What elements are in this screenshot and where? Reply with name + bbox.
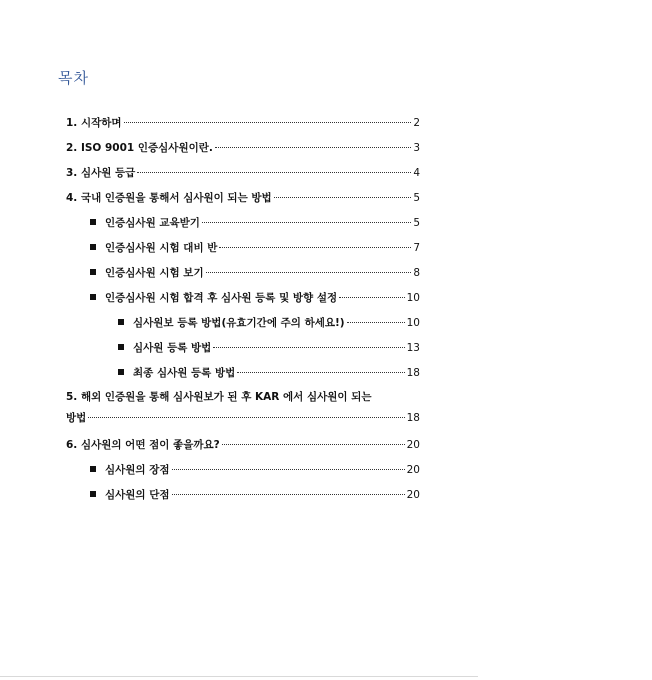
toc-page-number: 18: [406, 412, 420, 424]
dot-leader: [339, 297, 405, 298]
dot-leader: [88, 417, 404, 418]
dot-leader: [172, 469, 405, 470]
toc-entry-text: 심사원보 등록 방법(유효기간에 주의 하세요!): [133, 317, 345, 329]
dot-leader: [213, 347, 404, 348]
toc-entry-text: 3. 심사원 등급: [66, 167, 136, 179]
toc-entry-4-4[interactable]: [90, 291, 420, 305]
dot-leader: [219, 247, 411, 248]
toc-page-number: 7: [413, 242, 420, 254]
dot-leader: [206, 272, 412, 273]
square-bullet-icon: [90, 491, 96, 497]
toc-entry-text: 인증심사원 시험 대비 반: [105, 242, 218, 254]
toc-page-number: 4: [413, 167, 420, 179]
toc-entry-4-2[interactable]: [90, 241, 420, 255]
toc-entry-5-line1[interactable]: [66, 390, 420, 404]
toc-page-number: 20: [406, 489, 420, 501]
toc-entry-4-1[interactable]: [90, 216, 420, 230]
dot-leader: [274, 197, 412, 198]
toc-entry-text: 2. ISO 9001 인증심사원이란.: [66, 142, 213, 154]
page-bottom-edge: [0, 676, 478, 677]
square-bullet-icon: [118, 369, 124, 375]
toc-page-number: 5: [413, 192, 420, 204]
dot-leader: [222, 444, 405, 445]
toc-entry-text: 5. 해외 인증원을 통해 심사원보가 된 후 KAR 에서 심사원이 되는: [66, 391, 372, 403]
toc-title: 목차: [58, 69, 89, 87]
toc-page-number: 3: [413, 142, 420, 154]
dot-leader: [137, 172, 411, 173]
toc-entry-3[interactable]: [66, 166, 420, 180]
toc-page-number: 2: [413, 117, 420, 129]
square-bullet-icon: [90, 294, 96, 300]
toc-page-number: 5: [413, 217, 420, 229]
square-bullet-icon: [90, 244, 96, 250]
toc-entry-text: 심사원의 단점: [105, 489, 170, 501]
toc-page-number: 20: [406, 439, 420, 451]
dot-leader: [124, 122, 412, 123]
dot-leader: [215, 147, 411, 148]
toc-entry-4-3[interactable]: [90, 266, 420, 280]
square-bullet-icon: [90, 219, 96, 225]
toc-entry-text: 심사원 등록 방법: [133, 342, 212, 354]
toc-entry-text: 인증심사원 시험 합격 후 심사원 등록 및 방향 설정: [105, 292, 338, 304]
dot-leader: [172, 494, 405, 495]
toc-entry-6-1[interactable]: [90, 463, 420, 477]
toc-entry-text: 4. 국내 인증원을 통해서 심사원이 되는 방법: [66, 192, 272, 204]
toc-page-number: 20: [406, 464, 420, 476]
dot-leader: [202, 222, 411, 223]
toc-entry-text: 6. 심사원의 어떤 점이 좋을까요?: [66, 439, 220, 451]
square-bullet-icon: [118, 344, 124, 350]
toc-entry-text: 1. 시작하며: [66, 117, 122, 129]
toc-page-number: 10: [406, 317, 420, 329]
square-bullet-icon: [118, 319, 124, 325]
toc-entry-4-4-2[interactable]: [118, 341, 420, 355]
dot-leader: [237, 372, 404, 373]
toc-page-number: 18: [406, 367, 420, 379]
toc-entry-text: 최종 심사원 등록 방법: [133, 367, 236, 379]
toc-entry-6[interactable]: [66, 438, 420, 452]
toc-entry-1[interactable]: [66, 116, 420, 130]
toc-entry-5-line2[interactable]: [66, 411, 420, 425]
toc-entry-text: 인증심사원 시험 보기: [105, 267, 204, 279]
toc-entry-2[interactable]: [66, 141, 420, 155]
toc-page-number: 8: [413, 267, 420, 279]
toc-page-number: 10: [406, 292, 420, 304]
toc-page-number: 13: [406, 342, 420, 354]
toc-entry-text: 방법: [66, 412, 87, 424]
toc-entry-6-2[interactable]: [90, 488, 420, 502]
toc-entry-4-4-1[interactable]: [118, 316, 420, 330]
dot-leader: [347, 322, 405, 323]
toc-entry-4-4-3[interactable]: [118, 366, 420, 380]
toc-entry-text: 인증심사원 교육받기: [105, 217, 200, 229]
square-bullet-icon: [90, 466, 96, 472]
toc-entry-4[interactable]: [66, 191, 420, 205]
square-bullet-icon: [90, 269, 96, 275]
toc-entry-text: 심사원의 장점: [105, 464, 170, 476]
